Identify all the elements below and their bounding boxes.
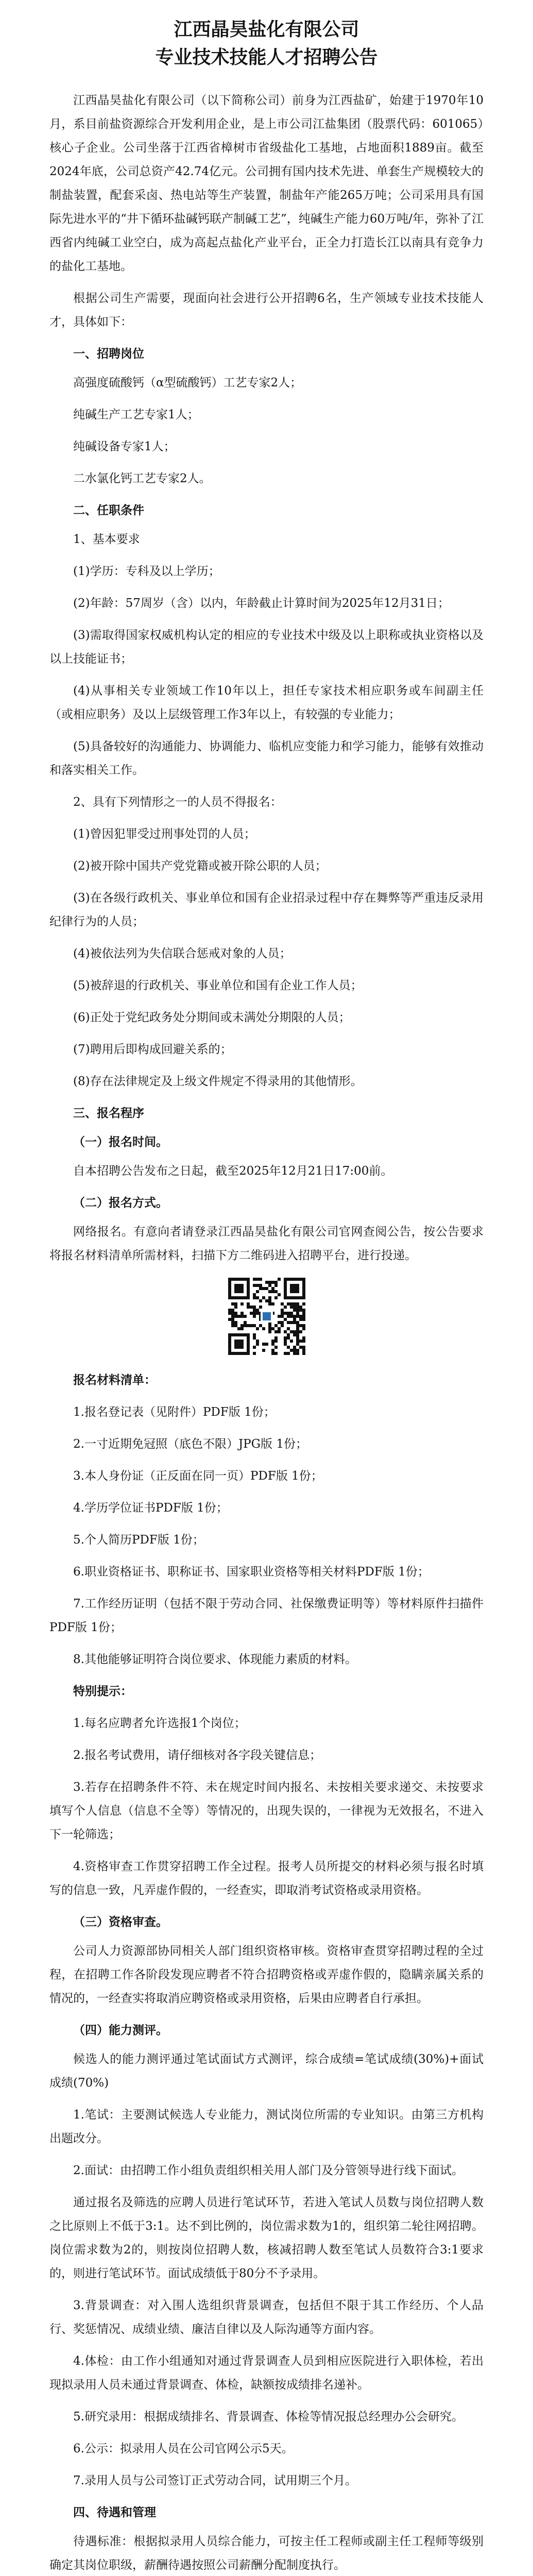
- evaluation-item: 5.研究录用：根据成绩排名、背景调查、体检等情况报总经理办公会研究。: [73, 2410, 463, 2424]
- exclusion-item: (8)存在法律规定及上级文件规定不得录用的其他情形。: [73, 1075, 363, 1088]
- evaluation-intro-text: 候选人的能力测评通过笔试面试方式测评，综合成绩=笔试成绩(30%)+面试成绩(70%): [49, 2053, 484, 2090]
- material-item: 5.个人简历PDF版 1份；: [73, 1533, 204, 1547]
- qr-code-graphic: [228, 1278, 305, 1355]
- exclusions-heading: 2、具有下列情形之一的人员不得报名：: [73, 795, 282, 809]
- evaluation-item: 7.录用人员与公司签订正式劳动合同，试用期三个月。: [73, 2474, 357, 2487]
- intro-paragraph: 江西晶昊盐化有限公司（以下简称公司）前身为江西盐矿，始建于1970年10月，系目前盐资源综合开发利用企业，是上市公司江盐集团（股票代码：601065）核心子企业。公司坐落于江西省樟树市省级盐化工基地，占地面积1889亩。截至2024年底，公司总资产42.74亿元。公司拥有国内技术先进、单套生产规模较大的制盐装置，配套采卤、热电站等生产装置，制盐年产能265万吨；公司采用具有国际先进水平的“井下循环盐碱钙联产制碱工艺”，纯碱生产能力60万吨/年，弥补了江西省内纯碱工业空白，成为高起点盐化产业平台，正全力打造长江以南具有竞争力的盐化工基地。: [49, 94, 484, 273]
- section-heading: 一、招聘岗位: [73, 347, 144, 361]
- requirement-item: (5)具备较好的沟通能力、协调能力、临机应变能力和学习能力，能够有效推动和落实相关工作。: [49, 740, 484, 777]
- evaluation-item: 6.公示：拟录用人员在公司官网公示5天。: [73, 2442, 294, 2455]
- position-item: 纯碱生产工艺专家1人；: [73, 408, 199, 421]
- exclusion-item: (3)在各级行政机关、事业单位和国有企业招录过程中存在舞弊等严重违反录用纪律行为的人员；: [49, 891, 484, 928]
- evaluation-item: 4.体检：由工作小组通知对通过背景调查人员到相应医院进行入职体检，若出现拟录用人员未通过背景调查、体检，缺额按成绩排名递补。: [49, 2354, 484, 2392]
- exclusion-item: (1)曾因犯罪受过刑事处罚的人员；: [73, 827, 256, 841]
- position-item: 二水氯化钙工艺专家2人。: [73, 472, 211, 485]
- section-heading: 三、报名程序: [73, 1106, 144, 1120]
- intro-paragraph: 根据公司生产需要，现面向社会进行公开招聘6名，生产领域专业技术技能人才，具体如下：: [49, 292, 484, 329]
- requirements-heading: 1、基本要求: [73, 533, 140, 546]
- subsection-heading: （四）能力测评。: [73, 2023, 168, 2037]
- material-item: 2.一寸近期免冠照（底色不限）JPG版 1份；: [73, 1437, 307, 1451]
- section-heading: 二、任职条件: [73, 503, 144, 517]
- requirement-item: (1)学历：专科及以上学历；: [73, 565, 220, 578]
- subsection-heading: （二）报名方式。: [73, 1196, 168, 1210]
- announcement-title: 专业技术技能人才招聘公告: [155, 46, 378, 68]
- requirement-item: (2)年龄：57周岁（含）以内，年龄截止计算时间为2025年12月31日；: [73, 597, 450, 610]
- position-item: 纯碱设备专家1人；: [73, 440, 176, 453]
- company-title: 江西晶昊盐化有限公司: [174, 19, 359, 40]
- evaluation-item: 3.背景调查：对入围人选组织背景调查，包括但不限于其工作经历、个人品行、奖惩情况、成绩业绩、廉洁自律以及人际沟通等方面内容。: [49, 2299, 484, 2336]
- note-item: 3.若存在招聘条件不符、未在规定时间内报名、未按相关要求递交、未按要求填写个人信息（信息不全等）等情况的，出现失误的，一律视为无效报名，不进入下一轮筛选；: [49, 1781, 484, 1841]
- requirement-item: (4)从事相关专业领域工作10年以上，担任专家技术相应职务或车间副主任（或相应职务）及以上层级管理工作3年以上，有较强的专业能力；: [49, 684, 484, 721]
- material-item: 1.报名登记表（见附件）PDF版 1份；: [73, 1405, 276, 1419]
- note-item: 2.报名考试费用，请仔细核对各字段关键信息；: [73, 1749, 321, 1762]
- material-item: 4.学历学位证书PDF版 1份；: [73, 1501, 228, 1515]
- subsection-heading: （一）报名时间。: [73, 1135, 168, 1149]
- section-heading: 四、待遇和管理: [73, 2505, 156, 2519]
- note-item: 1.每名应聘者允许选报1个岗位；: [73, 1717, 246, 1730]
- evaluation-item: 通过报名及筛选的应聘人员进行笔试环节，若进入笔试人员数与岗位招聘人数之比原则上不低于3:1。达不到比例的，岗位需求数为1的，组织第二轮往网招聘。岗位需求数为2的，则按岗位招聘人数，核减招聘人数至笔试人员数符合3:1要求的，则进行笔试环节。面试成绩低于80分不予录用。: [49, 2196, 484, 2280]
- registration-method-text: 网络报名。有意向者请登录江西晶昊盐化有限公司官网查阅公告，按公告要求将报名材料清单所需材料，扫描下方二维码进入招聘平台，进行投递。: [49, 1225, 484, 1262]
- materials-heading: 报名材料清单：: [73, 1373, 156, 1387]
- exclusion-item: (5)被辞退的行政机关、事业单位和国有企业工作人员；: [73, 979, 363, 992]
- material-item: 8.其他能够证明符合岗位要求、体现能力素质的材料。: [73, 1653, 357, 1666]
- exclusion-item: (6)正处于党纪政务处分期间或未满处分期限的人员；: [73, 1011, 351, 1024]
- exclusion-item: (2)被开除中国共产党党籍或被开除公职的人员；: [73, 859, 327, 873]
- material-item: 7.工作经历证明（包括不限于劳动合同、社保缴费证明等）等材料原件扫描件PDF版 1份；: [49, 1597, 484, 1634]
- exclusion-item: (7)聘用后即构成回避关系的；: [73, 1043, 232, 1056]
- qr-code-icon[interactable]: [228, 1278, 305, 1355]
- note-item: 4.资格审查工作贯穿招聘工作全过程。报考人员所提交的材料必须与报名时填写的信息一致，凡弄虚作假的，一经查实，即取消考试资格或录用资格。: [49, 1860, 484, 1897]
- qualification-review-text: 公司人力资源部协同相关人部门组织资格审核。资格审查贯穿招聘过程的全过程，在招聘工作各阶段发现应聘者不符合招聘资格或弄虚作假的，隐瞒亲属关系的情况的，一经查实将取消应聘资格或录用资格，后果由应聘者自行承担。: [49, 1944, 484, 2005]
- material-item: 6.职业资格证书、职称证书、国家职业资格等相关材料PDF版 1份；: [73, 1565, 429, 1579]
- evaluation-item: 1.笔试：主要测试候选人专业能力，测试岗位所需的专业知识。由第三方机构出题改分。: [49, 2108, 484, 2145]
- exclusion-item: (4)被依法列为失信联合惩戒对象的人员；: [73, 947, 291, 960]
- registration-time-text: 自本招聘公告发布之日起，截至2025年12月21日17:00前。: [73, 1164, 393, 1178]
- subsection-heading: （三）资格审查。: [73, 1915, 168, 1929]
- requirement-item: (3)需取得国家权威机构认定的相应的专业技术中级及以上职称或执业资格以及以上技能证书；: [49, 629, 484, 666]
- treatment-item: 待遇标准：根据拟录用人员综合能力，可按主任工程师或副主任工程师等级别确定其岗位职级，薪酬待遇按照公司薪酬分配制度执行。: [49, 2535, 484, 2572]
- position-item: 高强度硫酸钙（α型硫酸钙）工艺专家2人；: [73, 376, 302, 389]
- evaluation-item: 2.面试：由招聘工作小组负责组织相关用人部门及分管领导进行线下面试。: [73, 2164, 463, 2177]
- notes-heading: 特别提示：: [73, 1684, 132, 1698]
- material-item: 3.本人身份证（正反面在同一页）PDF版 1份；: [73, 1469, 323, 1483]
